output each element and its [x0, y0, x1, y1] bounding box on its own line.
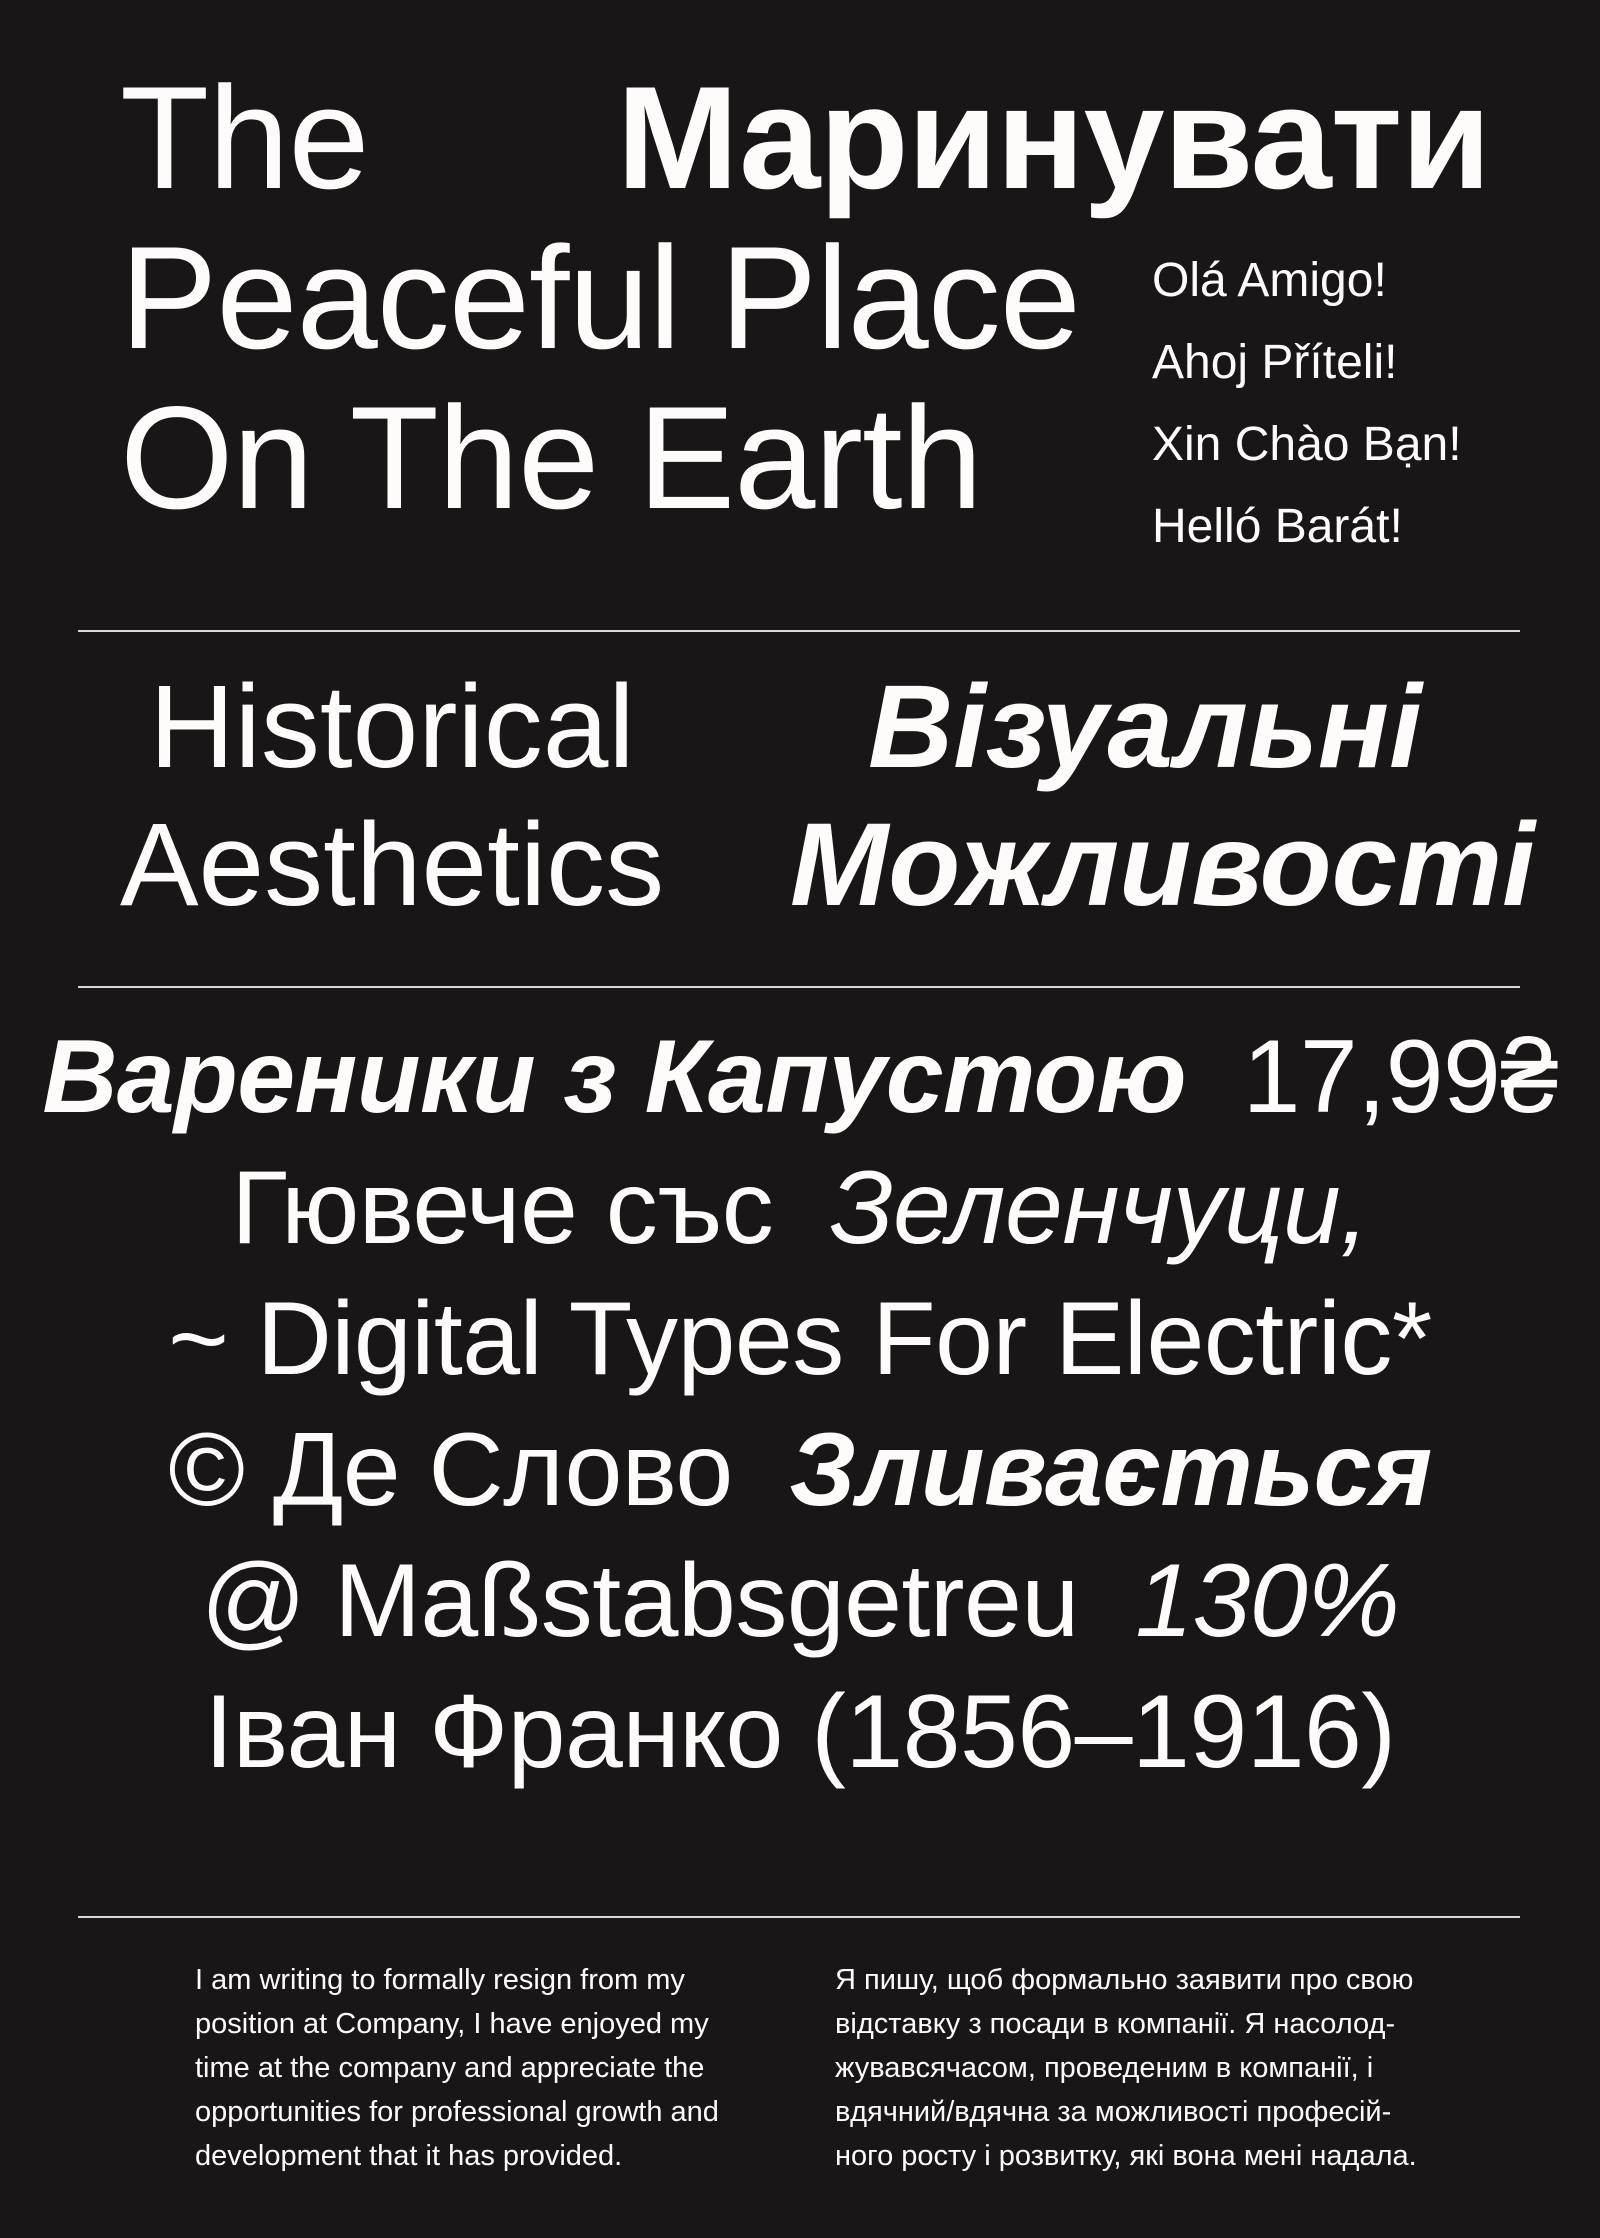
greeting-vietnamese: Xin Chào Bạn! [1152, 418, 1462, 471]
showcase-line-digital-types: ~ Digital Types For Electric* [168, 1281, 1432, 1397]
showcase-line-varenyky [0, 1012, 1600, 1143]
hero-word-the: The [120, 56, 369, 219]
paragraph-line: ного росту і розвитку, які вона мені надала. [835, 2140, 1417, 2172]
paragraph-line: вдячний/вдячна за можливості професій- [835, 2096, 1392, 2128]
styles-ukrainian-line-2: Можливості [790, 799, 1535, 931]
paragraph-line: Я пишу, щоб формально заявити про свою [835, 1964, 1414, 1996]
hero-title-line-2: Peaceful Place [120, 216, 1080, 379]
paragraphs-section [0, 1918, 1600, 2178]
greeting-portuguese: Olá Amigo! [1152, 254, 1387, 307]
showcase-percent-text: 130% [1135, 1543, 1400, 1659]
showcase-zelenchutsi-text: Зеленчуци, [829, 1150, 1369, 1266]
showcase-gyuveche-text: Гювече със [231, 1150, 774, 1266]
showcase-line-franko: Іван Франко (1856–1916) [204, 1674, 1396, 1790]
greetings-list [1152, 240, 1462, 568]
paragraph-line: time at the company and appreciate the [195, 2052, 705, 2084]
paragraph-line: position at Company, I have enjoyed my [195, 2008, 709, 2040]
showcase-line-de-slovo [0, 1405, 1600, 1536]
showcase-varenyky-text: Вареники з Капустою [42, 1019, 1187, 1135]
paragraph-line: opportunities for professional growth and [195, 2096, 719, 2128]
showcase-line-gyuveche [0, 1143, 1600, 1274]
styles-english-column [112, 658, 672, 934]
hero-word-marynuvaty: Маринувати [616, 56, 1490, 219]
hero-title-line-3: On The Earth [120, 376, 982, 539]
paragraph-ukrainian [835, 1958, 1417, 2178]
showcase-section [0, 988, 1600, 1798]
greeting-czech: Ahoj Příteli! [1152, 336, 1398, 389]
showcase-de-slovo-text: © Де Слово [168, 1412, 733, 1528]
showcase-massstab-text: @ Maßstabsgetreu [200, 1543, 1079, 1659]
showcase-zlyvayetsya-text: Зливається [789, 1412, 1432, 1528]
styles-section [0, 632, 1600, 934]
paragraph-line: I am writing to formally resign from my [195, 1964, 685, 1996]
hero-section [0, 0, 1600, 553]
paragraph-line: жувавсячасом, проведеним в компанії, і [835, 2052, 1374, 2084]
styles-ukrainian-column [790, 658, 1535, 934]
styles-ukrainian-line-1: Візуальні [868, 661, 1422, 793]
paragraph-line: development that it has provided. [195, 2140, 623, 2172]
styles-english-line-1: Historical [149, 661, 635, 793]
hero-title-line-1 [120, 58, 1490, 218]
greeting-hungarian: Helló Barát! [1152, 500, 1403, 553]
showcase-line-massstab [0, 1536, 1600, 1667]
styles-english-line-2: Aesthetics [119, 799, 665, 931]
showcase-price-text: 17,99₴ [1242, 1019, 1558, 1135]
paragraph-english [195, 1958, 719, 2178]
paragraph-line: відставку з посади в компанії. Я насолод- [835, 2008, 1396, 2040]
